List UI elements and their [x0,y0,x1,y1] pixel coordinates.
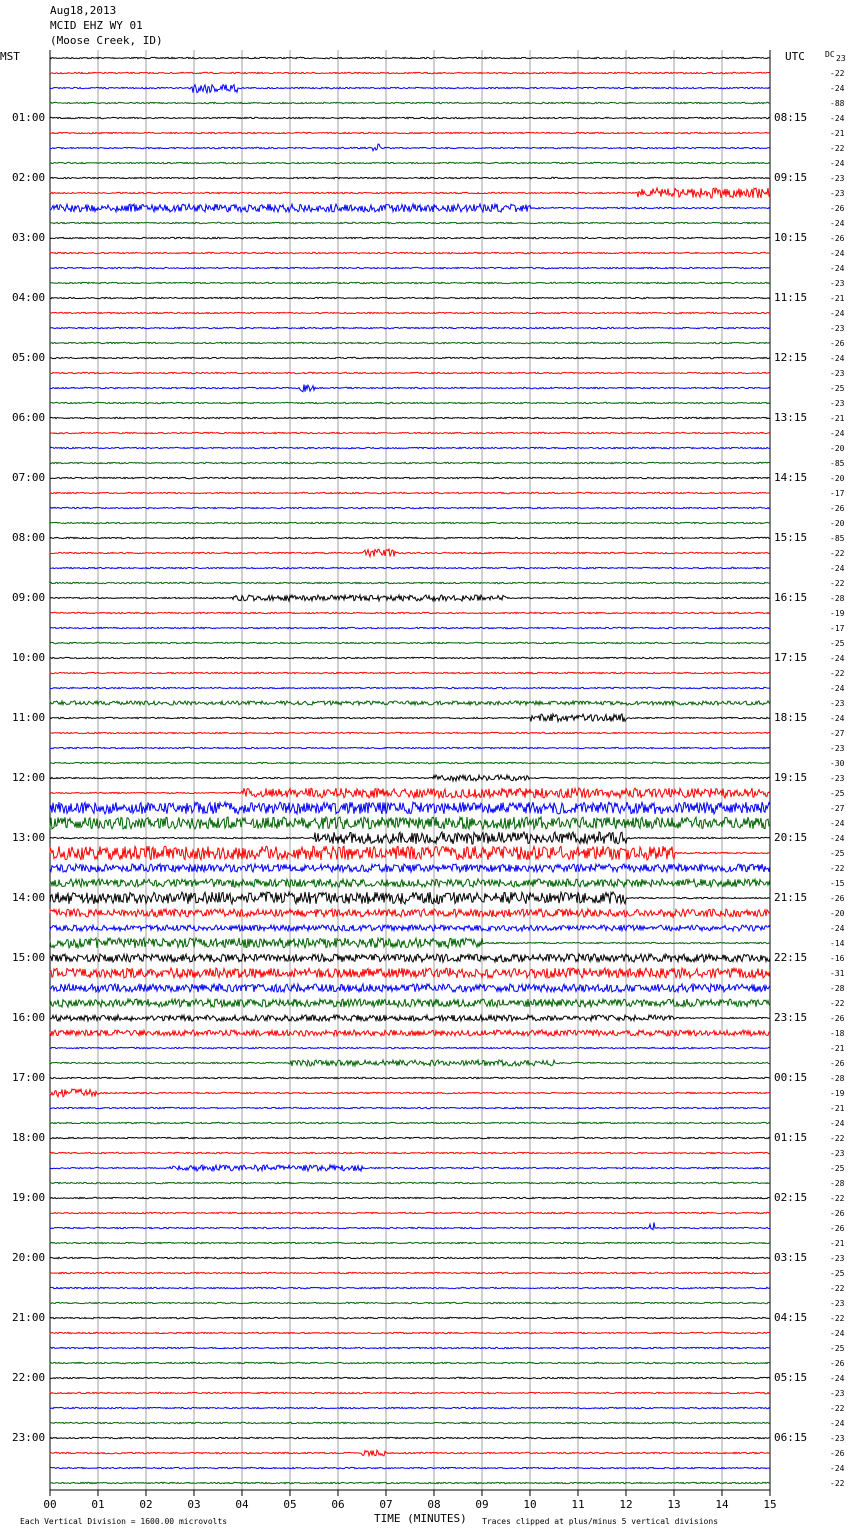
trace-line [50,267,770,268]
trace-line [50,687,770,688]
trace-line [50,549,770,557]
trace-line [50,1362,770,1363]
trace-line [50,1392,770,1393]
x-tick-label: 02 [139,1498,153,1511]
x-tick-label: 03 [187,1498,201,1511]
dc-offset-label: -26 [830,504,845,513]
trace-line [50,188,770,198]
trace-line [50,1347,770,1348]
dc-offset-label: -24 [830,1464,845,1473]
left-time-label: 16:00 [12,1011,46,1024]
trace-line [50,327,770,328]
dc-offset-label: -23 [830,399,845,408]
trace-line [50,701,770,705]
dc-offset-label: -17 [830,624,845,633]
dc-offset-label: -22 [830,1134,845,1143]
right-time-label: 20:15 [774,831,808,844]
trace-line [50,507,770,508]
dc-offset-label: -21 [830,414,845,423]
trace-line [50,1030,770,1036]
trace-line [50,177,770,178]
left-time-label: 01:00 [12,111,46,124]
dc-offset-label: -26 [830,234,845,243]
trace-line [50,162,770,163]
trace-line [50,672,770,673]
x-tick-label: 15 [763,1498,777,1511]
dc-offset-label: -26 [830,339,845,348]
right-time-label: 08:15 [774,111,808,124]
dc-offset-label: -27 [830,804,845,813]
dc-offset-label: -22 [830,69,845,78]
clip-note: Traces clipped at plus/minus 5 vertical divisions [482,1517,719,1526]
trace-line [50,447,770,448]
trace-line [50,1242,770,1243]
dc-offset-label: -24 [830,354,845,363]
trace-line [50,372,770,373]
left-time-label: 21:00 [12,1311,46,1324]
trace-line [50,1332,770,1333]
left-time-label: 09:00 [12,591,46,604]
trace-line [50,72,770,73]
x-tick-label: 10 [523,1498,537,1511]
left-time-label: 07:00 [12,471,46,484]
trace-line [50,925,770,931]
trace-line [50,1165,770,1171]
dc-offset-label: -19 [830,1089,845,1098]
dc-offset-label: -24 [830,114,845,123]
dc-offset-label: -85 [830,534,845,543]
trace-line [50,567,770,568]
trace-line [50,385,770,392]
trace-line [50,102,770,103]
trace-line [50,1182,770,1183]
trace-line [50,282,770,283]
dc-offset-label: -24 [830,924,845,933]
right-time-label: 01:15 [774,1131,808,1144]
x-tick-label: 04 [235,1498,249,1511]
trace-line [50,775,770,781]
dc-header-label: DC [825,50,835,59]
trace-line [50,462,770,463]
trace-line [50,1152,770,1153]
dc-offset-label: -23 [830,774,845,783]
dc-offset-label: -24 [830,834,845,843]
trace-line [50,938,770,948]
left-time-label: 12:00 [12,771,46,784]
left-time-label: 23:00 [12,1431,46,1444]
trace-line [50,1302,770,1303]
x-tick-label: 00 [43,1498,57,1511]
dc-offset-label: -24 [830,819,845,828]
right-time-label: 19:15 [774,771,808,784]
dc-offset-label: -26 [830,204,845,213]
right-time-label: 13:15 [774,411,808,424]
dc-offset-label: -28 [830,1074,845,1083]
right-time-label: 05:15 [774,1371,808,1384]
trace-line [50,417,770,418]
right-time-label: 00:15 [774,1071,808,1084]
right-time-label: 10:15 [774,231,808,244]
dc-offset-label: -24 [830,684,845,693]
dc-offset-label: -25 [830,384,845,393]
trace-line [50,1437,770,1438]
x-tick-label: 05 [283,1498,297,1511]
dc-offset-label: -24 [830,1374,845,1383]
trace-line [50,1047,770,1048]
scale-note: Each Vertical Division = 1600.00 microvolts [20,1517,228,1526]
trace-line [50,582,770,583]
trace-line [50,984,770,992]
dc-offset-label: -22 [830,864,845,873]
trace-line [50,522,770,523]
dc-offset-label: -31 [830,969,845,978]
dc-offset-label: -25 [830,849,845,858]
right-time-label: 03:15 [774,1251,808,1264]
dc-offset-label: -24 [830,1419,845,1428]
x-axis-title: TIME (MINUTES) [374,1512,467,1525]
dc-offset-label: -21 [830,294,845,303]
dc-offset-label: -24 [830,564,845,573]
dc-offset-label: -23 [830,1434,845,1443]
dc-offset-label: -20 [830,909,845,918]
dc-offset-label: -28 [830,984,845,993]
dc-offset-label: -28 [830,1179,845,1188]
trace-group [50,57,770,1483]
trace-line [50,297,770,298]
left-time-label: 19:00 [12,1191,46,1204]
dc-offset-label: -28 [830,594,845,603]
trace-line [50,1450,770,1456]
trace-line [50,237,770,238]
x-tick-label: 01 [91,1498,105,1511]
left-time-label: 11:00 [12,711,46,724]
dc-offset-label: -23 [830,1254,845,1263]
left-time-label: 20:00 [12,1251,46,1264]
dc-offset-label: -17 [830,489,845,498]
trace-line [50,85,770,93]
dc-offset-label: -24 [830,84,845,93]
dc-offset-label: -20 [830,474,845,483]
trace-line [50,1377,770,1378]
left-time-label: 04:00 [12,291,46,304]
dc-offset-label: -26 [830,894,845,903]
dc-offset-label: -23 [830,1389,845,1398]
trace-line [50,595,770,601]
dc-offset-label: -25 [830,1269,845,1278]
left-time-label: 22:00 [12,1371,46,1384]
trace-line [50,892,770,904]
dc-offset-label: -23 [830,699,845,708]
right-time-label: 02:15 [774,1191,808,1204]
x-tick-label: 12 [619,1498,633,1511]
dc-offset-label: -24 [830,714,845,723]
dc-offset-label: -18 [830,1029,845,1038]
dc-offset-label: -26 [830,1224,845,1233]
trace-line [50,714,770,722]
trace-line [50,909,770,917]
dc-offset-label: -16 [830,954,845,963]
x-tick-label: 07 [379,1498,393,1511]
dc-offset-label: -23 [830,1299,845,1308]
trace-line [50,1212,770,1213]
trace-line [50,1422,770,1423]
trace-line [50,627,770,628]
trace-line [50,642,770,643]
trace-line [50,252,770,253]
right-time-label: 18:15 [774,711,808,724]
right-time-label: 14:15 [774,471,808,484]
dc-offset-label: -21 [830,1044,845,1053]
dc-offset-label: -23 [830,744,845,753]
dc-offset-label: -21 [830,1239,845,1248]
trace-line [50,747,770,748]
trace-line [50,954,770,962]
dc-offset-label: -24 [830,264,845,273]
trace-line [50,57,770,58]
dc-offset-label: -22 [830,144,845,153]
left-time-label: 14:00 [12,891,46,904]
dc-offset-label: -26 [830,1014,845,1023]
dc-offset-label: -24 [830,309,845,318]
dc-offset-label: -24 [830,219,845,228]
trace-line [50,999,770,1007]
dc-offset-label: -22 [830,1194,845,1203]
x-tick-label: 14 [715,1498,729,1511]
dc-offset-label: -21 [830,129,845,138]
right-time-label: 15:15 [774,531,808,544]
trace-line [50,432,770,433]
right-time-label: 17:15 [774,651,808,664]
trace-line [50,762,770,763]
left-time-label: 06:00 [12,411,46,424]
dc-offset-label: -22 [830,579,845,588]
left-time-label: 15:00 [12,951,46,964]
trace-line [50,477,770,478]
x-tick-label: 06 [331,1498,345,1511]
location-label: (Moose Creek, ID) [50,34,163,47]
dc-offset-label: -23 [830,1149,845,1158]
trace-line [50,1257,770,1258]
trace-line [50,204,770,212]
trace-line [50,1107,770,1108]
dc-offset-label: -27 [830,729,845,738]
dc-offset-label: -25 [830,789,845,798]
right-time-label: 06:15 [774,1431,808,1444]
trace-line [50,1197,770,1198]
trace-line [50,864,770,872]
right-time-label: 09:15 [774,171,808,184]
trace-line [50,342,770,343]
dc-offset-label: -23 [830,279,845,288]
trace-line [50,1015,770,1021]
left-time-label: 02:00 [12,171,46,184]
dc-offset-label: -23 [830,369,845,378]
trace-line [50,492,770,493]
trace-line [50,846,770,860]
dc-offset-label: -23 [830,324,845,333]
trace-line [50,132,770,133]
dc-offset-label: -22 [830,549,845,558]
trace-line [50,222,770,223]
trace-line [50,1222,770,1229]
dc-offset-label: -25 [830,639,845,648]
trace-line [50,1077,770,1078]
dc-offset-label: -20 [830,519,845,528]
trace-line [50,1482,770,1483]
trace-line [50,732,770,733]
trace-line [50,1272,770,1273]
trace-line [50,1287,770,1288]
dc-offset-label: -21 [830,1104,845,1113]
trace-line [50,1467,770,1468]
trace-line [50,357,770,358]
dc-offset-label: -26 [830,1449,845,1458]
dc-offset-label: -19 [830,609,845,618]
dc-offset-label: -15 [830,879,845,888]
dc-offset-label: -23 [830,174,845,183]
left-time-label: 13:00 [12,831,46,844]
trace-line [50,144,770,151]
left-time-label: 17:00 [12,1071,46,1084]
right-time-label: 11:15 [774,291,808,304]
dc-offset-label: -22 [830,1479,845,1488]
trace-line [50,802,770,814]
x-tick-label: 09 [475,1498,489,1511]
dc-offset-label: -24 [830,249,845,258]
dc-offset-label: -23 [830,189,845,198]
trace-line [50,657,770,658]
left-time-label: 05:00 [12,351,46,364]
left-time-label: 18:00 [12,1131,46,1144]
right-time-label: 12:15 [774,351,808,364]
trace-line [50,788,770,798]
dc-offset-label: -22 [830,669,845,678]
trace-line [50,968,770,978]
dc-offset-label: -24 [830,1329,845,1338]
trace-line [50,817,770,829]
dc-offset-label: -85 [830,459,845,468]
trace-line [50,1089,770,1097]
dc-offset-label: 23 [836,54,846,63]
trace-line [50,402,770,403]
right-time-label: 16:15 [774,591,808,604]
dc-offset-label: -24 [830,429,845,438]
dc-offset-label: -26 [830,1059,845,1068]
right-time-label: 23:15 [774,1011,808,1024]
right-time-label: 22:15 [774,951,808,964]
dc-offset-label: -24 [830,654,845,663]
dc-offset-label: -22 [830,999,845,1008]
left-time-label: 10:00 [12,651,46,664]
x-axis [43,1490,776,1511]
trace-line [50,879,770,887]
x-tick-label: 11 [571,1498,585,1511]
trace-line [50,537,770,538]
trace-line [50,1060,770,1066]
trace-line [50,1137,770,1138]
right-timezone-label: UTC [785,50,805,63]
dc-offset-label: -24 [830,159,845,168]
dc-offset-label: -22 [830,1404,845,1413]
right-time-label: 21:15 [774,891,808,904]
trace-line [50,1407,770,1408]
left-time-label: 08:00 [12,531,46,544]
trace-line [50,1317,770,1318]
dc-offset-label: -20 [830,444,845,453]
trace-line [50,117,770,118]
date-label: Aug18,2013 [50,4,117,17]
trace-line [50,612,770,613]
dc-offset-label: -25 [830,1344,845,1353]
dc-offset-label: -22 [830,1314,845,1323]
trace-line [50,1122,770,1123]
x-tick-label: 08 [427,1498,441,1511]
x-tick-label: 13 [667,1498,681,1511]
dc-offset-label: -14 [830,939,845,948]
left-time-label: 03:00 [12,231,46,244]
right-time-label: 04:15 [774,1311,808,1324]
dc-offset-label: -24 [830,1119,845,1128]
dc-offset-label: -22 [830,1284,845,1293]
dc-offset-label: -30 [830,759,845,768]
trace-line [50,832,770,844]
dc-offset-label: -88 [830,99,845,108]
dc-offset-label: -26 [830,1359,845,1368]
station-label: MCID EHZ WY 01 [50,19,143,32]
trace-line [50,312,770,313]
dc-offset-label: -25 [830,1164,845,1173]
dc-offset-label: -26 [830,1209,845,1218]
left-timezone-label: MST [0,50,20,63]
